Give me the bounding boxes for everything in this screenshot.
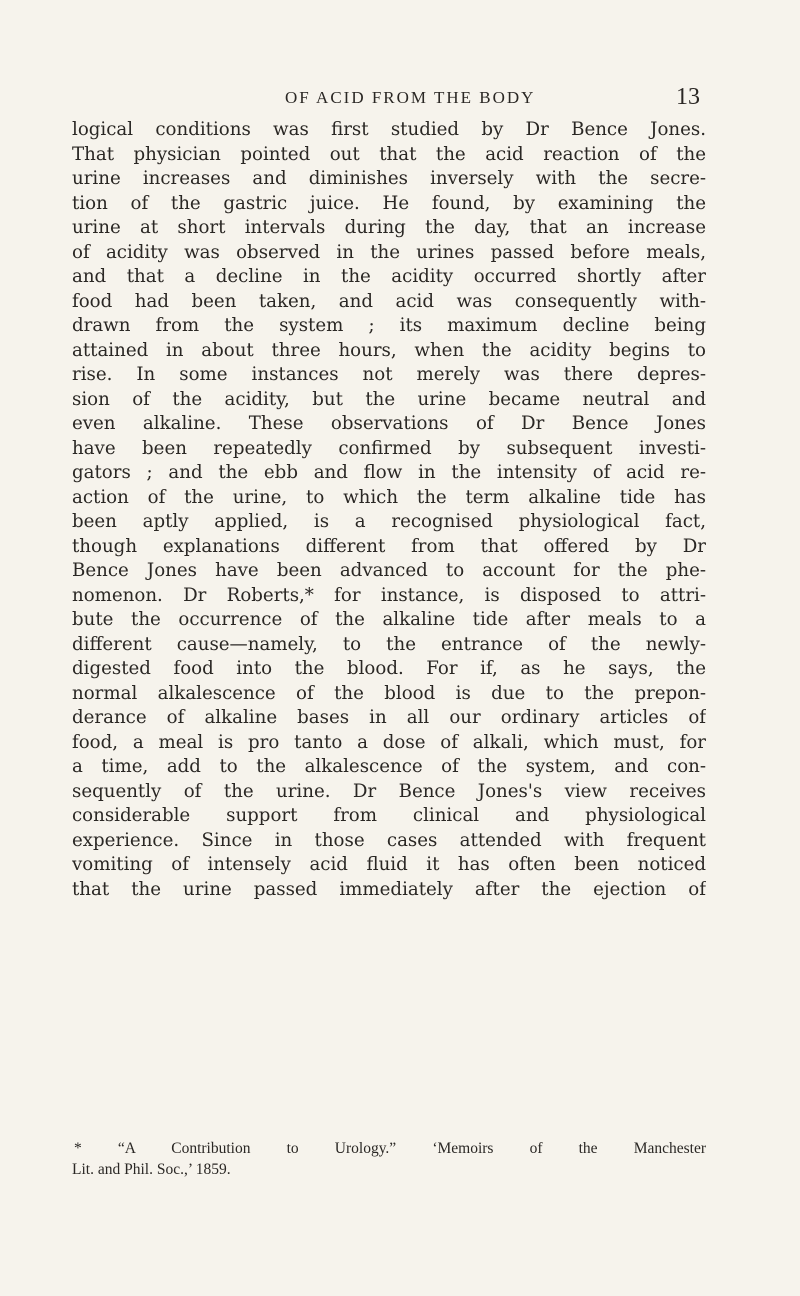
text-line: have been repeatedly confirmed by subsequent investi- (72, 437, 706, 459)
text-line: That physician pointed out that the acid reaction of the (72, 143, 706, 165)
text-line: considerable support from clinical and physiological (72, 805, 706, 826)
text-line: tion of the gastric juice. He found, by examining the (72, 192, 706, 214)
text-line: that the urine passed immediately after the ejection of (72, 878, 706, 900)
text-line: urine increases and diminishes inversely with the secre- (72, 168, 706, 189)
text-line: rise. In some instances not merely was there depres- (72, 364, 706, 385)
text-line: drawn from the system ; its maximum decline being (72, 315, 706, 336)
text-line: bute the occurrence of the alkaline tide after meals to a (72, 609, 706, 630)
text-line: been aptly applied, is a recognised physiological fact, (72, 511, 706, 532)
footnote-line: * “A Contribution to Urology.” ‘Memoirs of the Manchester (74, 1140, 706, 1157)
text-line: different cause—namely, to the entrance of the newly- (72, 633, 706, 655)
body-text (72, 118, 706, 902)
text-line: normal alkalescence of the blood is due to the prepon- (72, 682, 706, 704)
text-line: and that a decline in the acidity occurred shortly after (72, 266, 706, 287)
text-line: food had been taken, and acid was consequently with- (72, 290, 706, 312)
footnote-line: Lit. and Phil. Soc.,’ 1859. (72, 1161, 231, 1178)
text-line: sion of the acidity, but the urine became neutral and (72, 388, 706, 410)
text-line: though explanations different from that offered by Dr (72, 535, 706, 557)
text-line: even alkaline. These observations of Dr Bence Jones (72, 413, 706, 434)
text-line: derance of alkaline bases in all our ordinary articles of (72, 707, 706, 728)
text-line: action of the urine, to which the term alkaline tide has (72, 486, 706, 508)
running-title: OF ACID FROM THE BODY (285, 88, 536, 107)
text-line: logical conditions was first studied by Dr Bence Jones. (72, 119, 706, 140)
text-line: a time, add to the alkalescence of the system, and con- (72, 756, 706, 777)
text-line: digested food into the blood. For if, as he says, the (72, 658, 706, 679)
footnote (72, 1138, 706, 1180)
text-line: Bence Jones have been advanced to account for the phe- (72, 560, 706, 581)
text-line: attained in about three hours, when the acidity begins to (72, 339, 706, 361)
running-head (130, 84, 700, 114)
text-line: urine at short intervals during the day, that an increase (72, 217, 706, 238)
text-line: nomenon. Dr Roberts,* for instance, is disposed to attri- (72, 584, 706, 606)
text-line: food, a meal is pro tanto a dose of alkali, which must, for (72, 731, 706, 753)
text-line: gators ; and the ebb and flow in the intensity of acid re- (72, 462, 706, 483)
text-line: experience. Since in those cases attended with frequent (72, 829, 706, 851)
text-line: vomiting of intensely acid fluid it has often been noticed (72, 854, 706, 875)
text-line: of acidity was observed in the urines passed before meals, (72, 241, 706, 263)
text-line: sequently of the urine. Dr Bence Jones's view receives (72, 780, 706, 802)
page-number: 13 (676, 84, 700, 110)
